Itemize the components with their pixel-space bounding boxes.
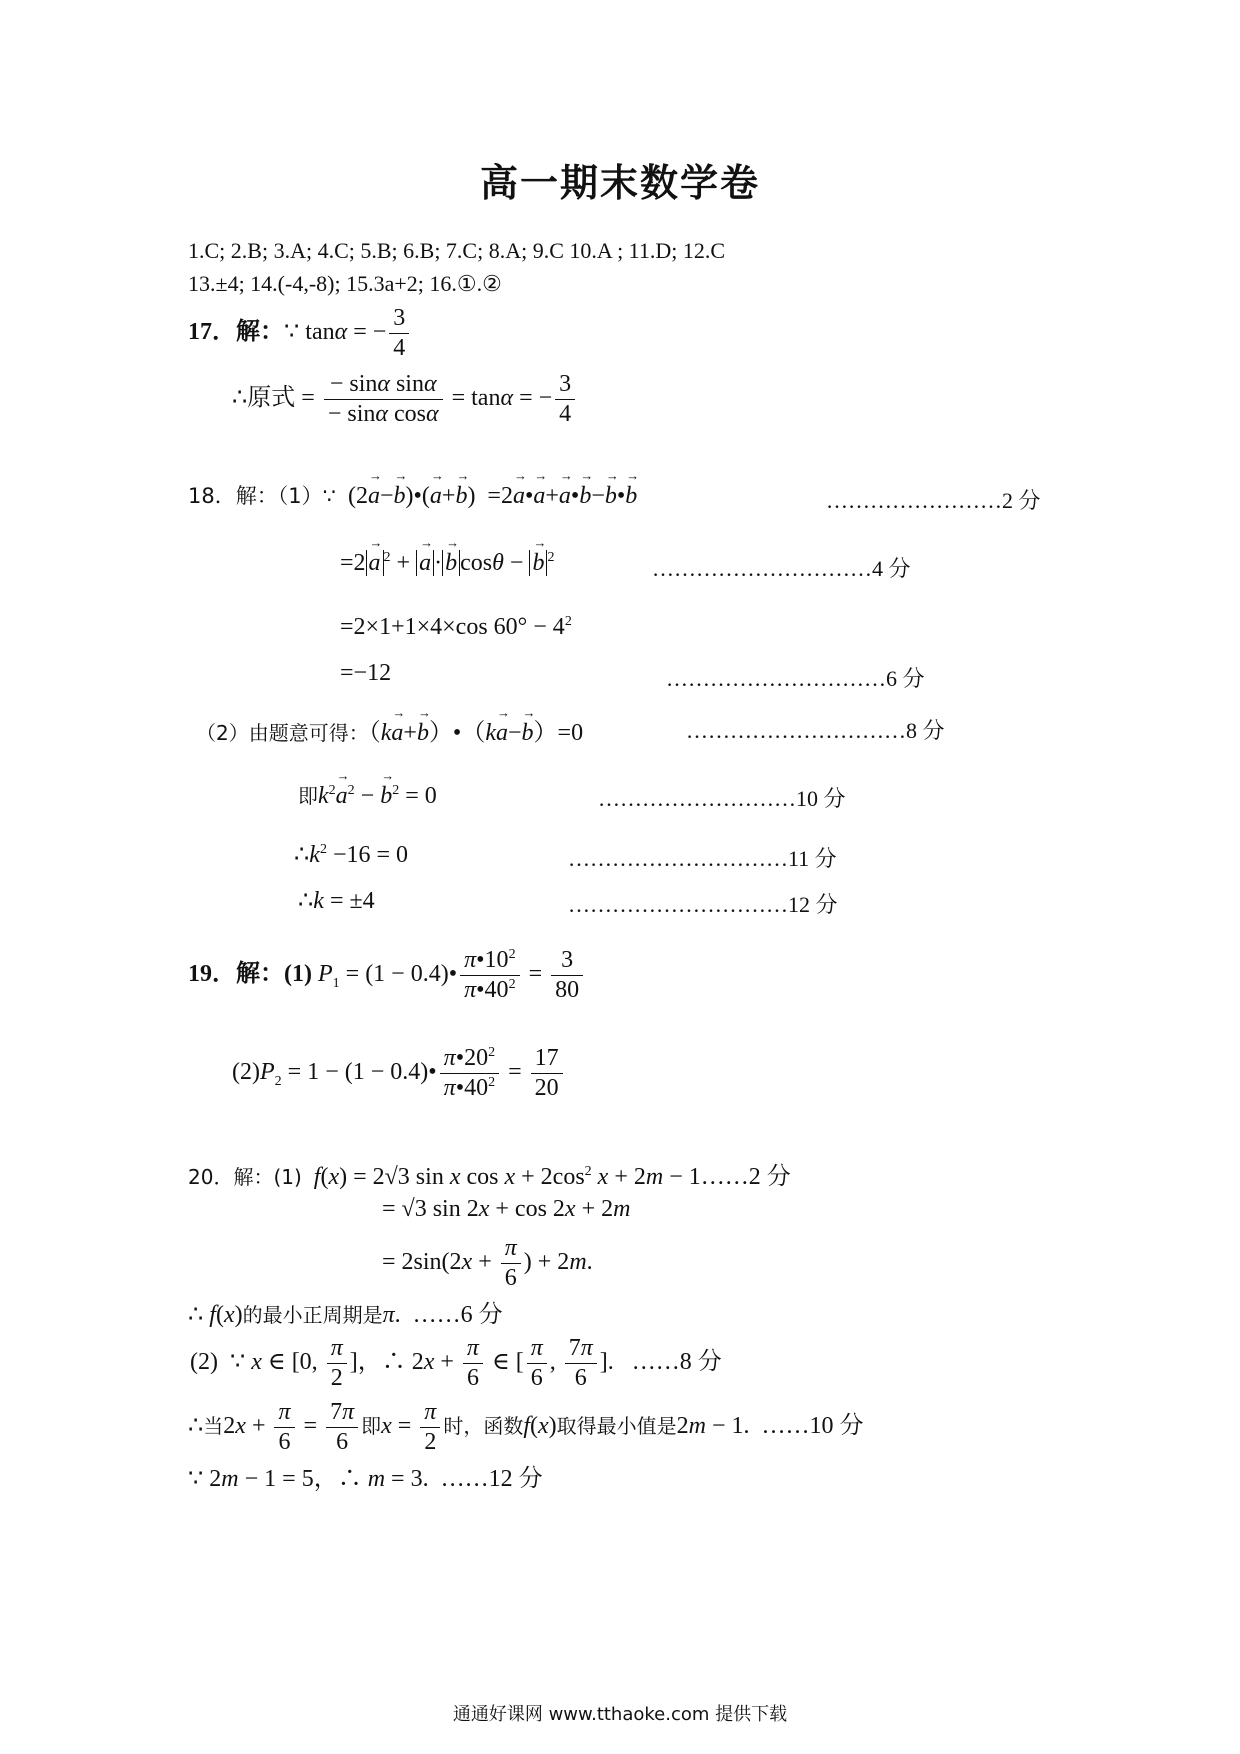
q18-score-10: ………………………10 分 — [598, 786, 846, 811]
q20-score-6: ……6 分 — [412, 1302, 503, 1328]
page-title: 高一期末数学卷 — [479, 161, 760, 205]
q20-line-3: = 2sin(2x + $\frac{\pi}{6}$ ) + 2m. — [382, 1235, 593, 1292]
answers-line-2: 13.±4; 14.(-4,-8); 15.3a+2; 16.①.② — [188, 271, 502, 296]
q19-p1-fraction: $\frac{3}{80}$ — [551, 948, 583, 1003]
q20-pi-over-6: $\frac{\pi}{6}$ — [501, 1236, 521, 1291]
q20-line-6: ∴当2x + $\frac{\pi}{6}$ = $\frac{7\pi}{6}$ 即x = $\frac{\pi}{2}$ 时，函数f(x)取得最小值是2m − 1. ……10 分 — [188, 1399, 864, 1456]
q20-seven-pi-over-6: $\frac{7\pi}{6}$ — [326, 1400, 358, 1455]
q20-min-text: 取得最小值是 — [556, 1414, 677, 1439]
q20-line-7: ∵ 2m − 1 = 5，∴ m = 3. ……12 分 — [188, 1466, 543, 1492]
q20-score-10: ……10 分 — [761, 1413, 864, 1440]
q20-pi-over-2-b: $\frac{\pi}{2}$ — [420, 1400, 440, 1455]
q17-result-fraction: $\frac{3}{4}$ — [555, 372, 575, 427]
q18-line-6: $\therefore k^2 -16 = 0$ — [294, 842, 409, 868]
q18-score-11: …………………………11 分 — [568, 846, 837, 871]
q20-line-5: (2) ∵ x ∈ [0, $\frac{\pi}{2}$ ]，∴ 2x + $\frac{\pi}{6}$ ∈ [ $\frac{\pi}{6}$ , $\frac{7\pi}{6}$ ]. ……8 分 — [190, 1335, 722, 1392]
q19-line-2: $(2)P_2 = 1 - (1$ − 0.4)• $\frac{\pi•20^2}{\pi•40^2}$ = $\frac{17}{20}$ — [232, 1046, 566, 1101]
q18-score-4: …………………………4 分 — [652, 556, 911, 581]
q18-part2-label: （2）由题意可得： — [196, 721, 369, 745]
q18-line-3: =2×1+1×4×cos $60^\circ - 4^2$ — [340, 614, 572, 640]
q19-line-1: 19．解：(1) $P_1 = (1$ − 0.4)• $\frac{\pi•10^2}{\pi•40^2}$ = $\frac{3}{80}$ — [188, 948, 586, 1003]
q19-area-ratio-2: $\frac{\pi•20^2}{\pi•40^2}$ — [440, 1046, 499, 1101]
q18-score-2: ……………………2 分 — [826, 488, 1041, 513]
q17-yuanshi: 原式 — [247, 383, 296, 412]
q20-pi-over-6-b: $\frac{\pi}{6}$ — [463, 1336, 483, 1391]
q18-score-6: …………………………6 分 — [666, 666, 925, 691]
q20-line-4: ∴ f(x)的最小正周期是π. ……6 分 — [188, 1302, 503, 1328]
q20-line-2: = √3 sin 2x + cos 2x + 2m — [382, 1196, 631, 1222]
q20-shi-text: 时，函数 — [443, 1414, 524, 1439]
q20-period-text: 的最小正周期是 — [242, 1303, 383, 1327]
q18-score-8: …………………………8 分 — [686, 718, 945, 743]
q18-line-7: ∴k = ±4 — [298, 888, 375, 914]
q18-line-5: 即$k^2\to a^2$ − → $b^2 = 0$ — [298, 780, 437, 810]
q20-ji: 即 — [361, 1414, 382, 1439]
q18-part2-line: （2）由题意可得：（k→ a+→ b）•（k→ a−→ b）=0 — [196, 712, 583, 747]
q19-area-ratio-1: $\frac{\pi•10^2}{\pi•40^2}$ — [460, 948, 519, 1003]
answers-line-1: 1.C; 2.B; 3.A; 4.C; 5.B; 6.B; 7.C; 8.A; 9.C 10.A ; 11.D; 12.C — [188, 238, 726, 263]
q17-label: 17．解： — [188, 319, 284, 346]
q18-score-12: …………………………12 分 — [568, 892, 838, 917]
q20-pi-over-2: $\frac{\pi}{2}$ — [327, 1336, 347, 1391]
q18-label: 18．解：（1）∵ — [188, 484, 336, 508]
q20-label: 20．解：(1) — [188, 1165, 302, 1189]
q20-dang: 当 — [203, 1414, 224, 1439]
q20-score-8: ……8 分 — [631, 1349, 722, 1376]
q17-given-fraction: $\frac{3}{4}$ — [389, 306, 409, 361]
q18-line-4: =−12 — [340, 660, 392, 686]
q20-interval-upper: $\frac{7\pi}{6}$ — [565, 1336, 597, 1391]
q20-interval-lower: $\frac{\pi}{6}$ — [527, 1336, 547, 1391]
q18-line-1: 18．解：（1）∵ (2→ a−→ b)•(→ a+→ b) =2→ a•→ a+→ a•→ b−→ b•→ b — [188, 480, 637, 510]
q20-pi-over-6-c: $\frac{\pi}{6}$ — [274, 1400, 294, 1455]
q20-part2-label: (2) — [190, 1349, 218, 1376]
q20-score-12: ……12 分 — [440, 1466, 543, 1492]
q18-ji: 即 — [298, 784, 318, 808]
q19-p2-fraction: $\frac{17}{20}$ — [531, 1046, 563, 1101]
q18-line-2: =2→ a $^2$ + → a ·→ b cosθ − → b $^2$ — [340, 550, 554, 577]
q17-line-2: ∴原式 = $\frac{\text{− sinα sinα}}{\text{− sinα cosα}}$ = tanα = − $\frac{3}{4}$ — [232, 372, 578, 427]
q20-line-1: 20．解：(1) f(x) = 2√3 sin x $\cos x + 2\cos^2$ x + 2m − 1……2 分 — [188, 1164, 791, 1190]
footer-credit: 通通好课网 www.tthaoke.com 提供下载 — [452, 1704, 788, 1725]
q19-label: 19．解：(1) — [188, 961, 312, 988]
q17-line-1: 17．解：∵ tanα = − $\frac{3}{4}$ — [188, 306, 412, 361]
q20-score-2: ……2 分 — [700, 1164, 791, 1190]
q17-ratio-fraction: $\frac{\text{− sinα sinα}}{\text{− sinα cosα}}$ — [324, 372, 443, 427]
